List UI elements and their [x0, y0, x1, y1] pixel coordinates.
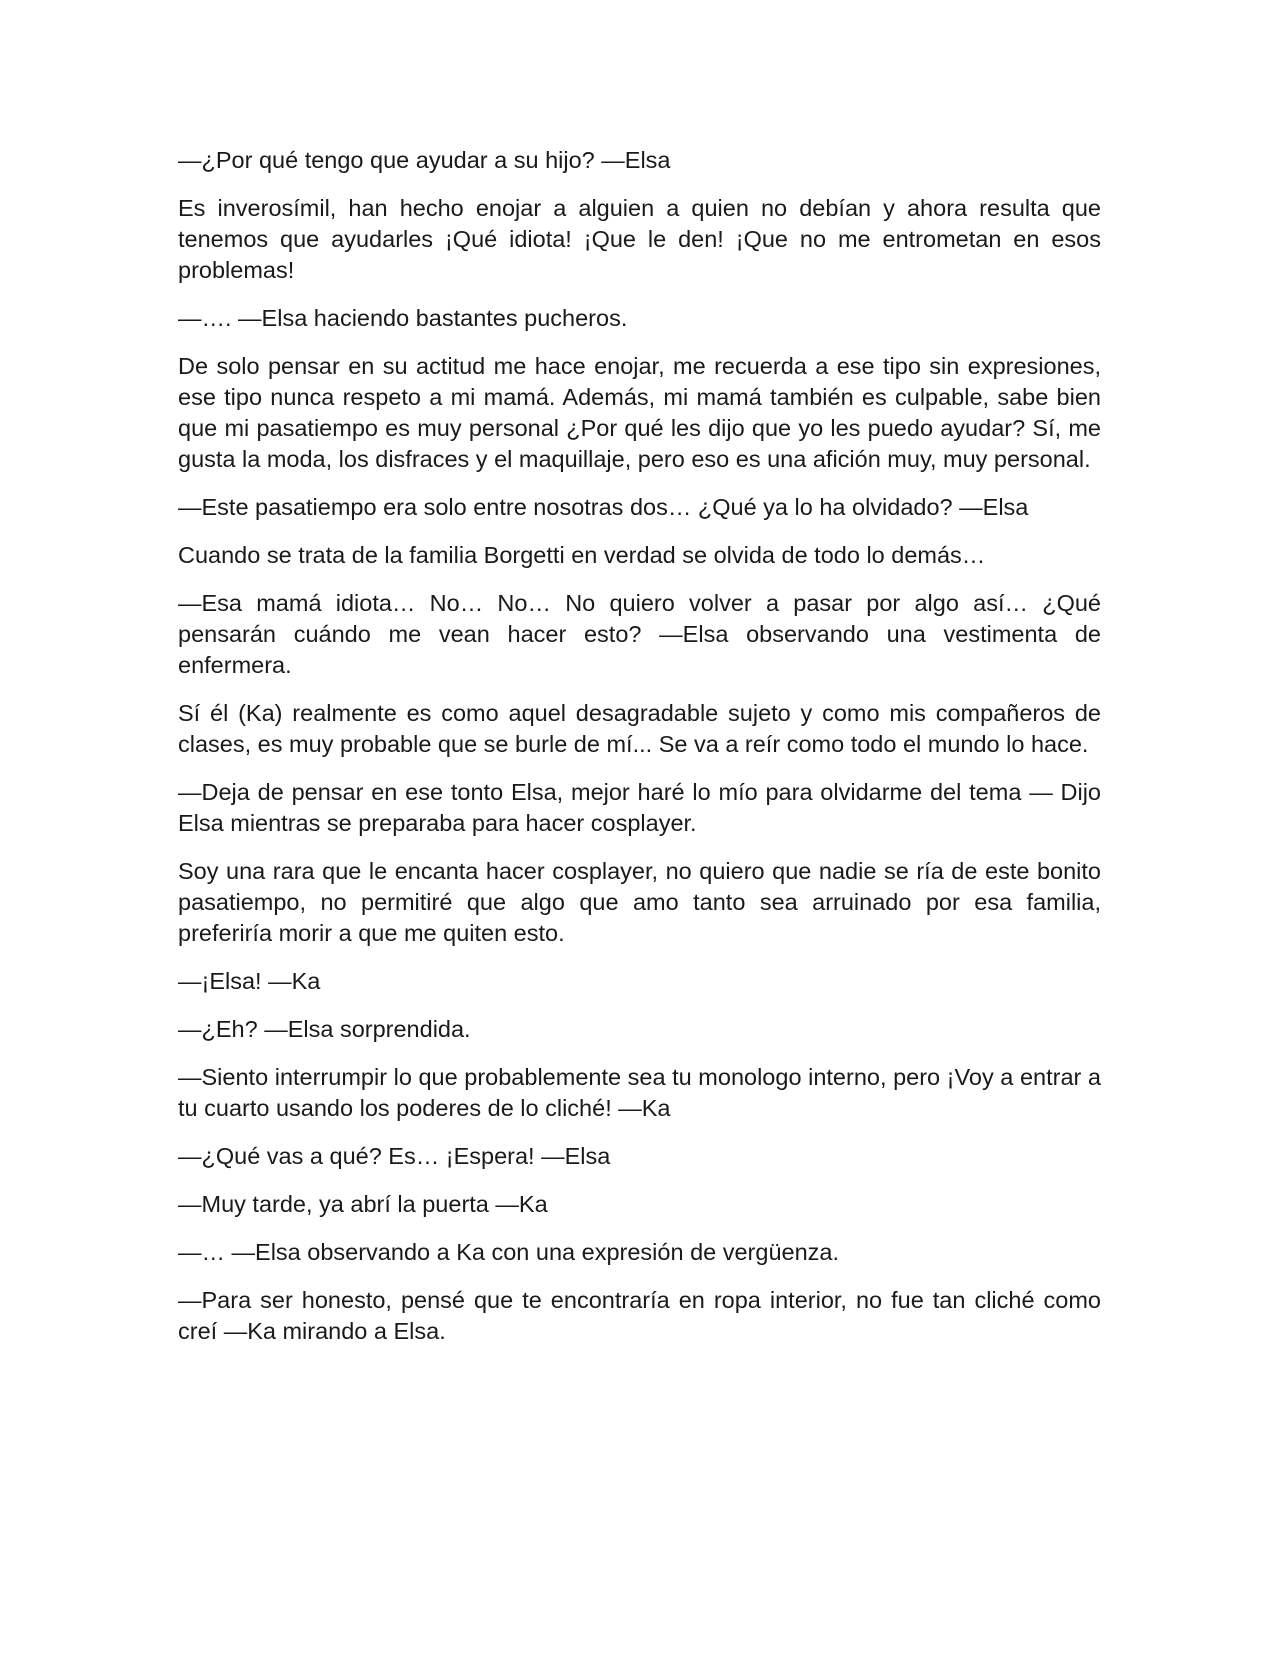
paragraph: —¿Por qué tengo que ayudar a su hijo? —Elsa — [178, 147, 671, 173]
paragraph: Es inverosímil, han hecho enojar a alguien a quien no debían y ahora resulta que tenemos que ayudarles ¡Qué idiota! ¡Que le den! ¡Que no me entrometan en esos problemas! — [178, 195, 1101, 283]
paragraph: —Para ser honesto, pensé que te encontraría en ropa interior, no fue tan cliché como creí —Ka mirando a Elsa. — [178, 1287, 1101, 1344]
paragraph: Soy una rara que le encanta hacer cosplayer, no quiero que nadie se ría de este bonito pasatiempo, no permitiré que algo que amo tanto sea arruinado por esa familia, preferiría morir a que me quiten esto. — [178, 858, 1101, 946]
paragraph: —Esa mamá idiota… No… No… No quiero volver a pasar por algo así… ¿Qué pensarán cuándo me vean hacer esto? —Elsa observando una vestimenta de enfermera. — [178, 590, 1101, 678]
paragraph: De solo pensar en su actitud me hace enojar, me recuerda a ese tipo sin expresiones, ese tipo nunca respeto a mi mamá. Además, mi mamá también es culpable, sabe bien que mi pasatiempo es muy personal ¿Por qué les dijo que yo les puedo ayudar? Sí, me gusta la moda, los disfraces y el maquillaje, pero eso es una afición muy, muy personal. — [178, 353, 1101, 472]
paragraph: Cuando se trata de la familia Borgetti en verdad se olvida de todo lo demás… — [178, 542, 986, 568]
document-body — [178, 145, 1101, 1364]
paragraph: —¡Elsa! —Ka — [178, 968, 321, 994]
paragraph: —… —Elsa observando a Ka con una expresión de vergüenza. — [178, 1239, 840, 1265]
paragraph: —Este pasatiempo era solo entre nosotras dos… ¿Qué ya lo ha olvidado? —Elsa — [178, 494, 1029, 520]
paragraph: —¿Eh? —Elsa sorprendida. — [178, 1016, 471, 1042]
paragraph: —Deja de pensar en ese tonto Elsa, mejor haré lo mío para olvidarme del tema — Dijo Elsa mientras se preparaba para hacer cosplayer. — [178, 779, 1101, 836]
paragraph: —¿Qué vas a qué? Es… ¡Espera! —Elsa — [178, 1143, 611, 1169]
paragraph: Sí él (Ka) realmente es como aquel desagradable sujeto y como mis compañeros de clases, es muy probable que se burle de mí... Se va a reír como todo el mundo lo hace. — [178, 700, 1101, 757]
paragraph: —Muy tarde, ya abrí la puerta —Ka — [178, 1191, 548, 1217]
paragraph: —…. —Elsa haciendo bastantes pucheros. — [178, 305, 628, 331]
paragraph: —Siento interrumpir lo que probablemente sea tu monologo interno, pero ¡Voy a entrar a tu cuarto usando los poderes de lo cliché! —Ka — [178, 1064, 1101, 1121]
